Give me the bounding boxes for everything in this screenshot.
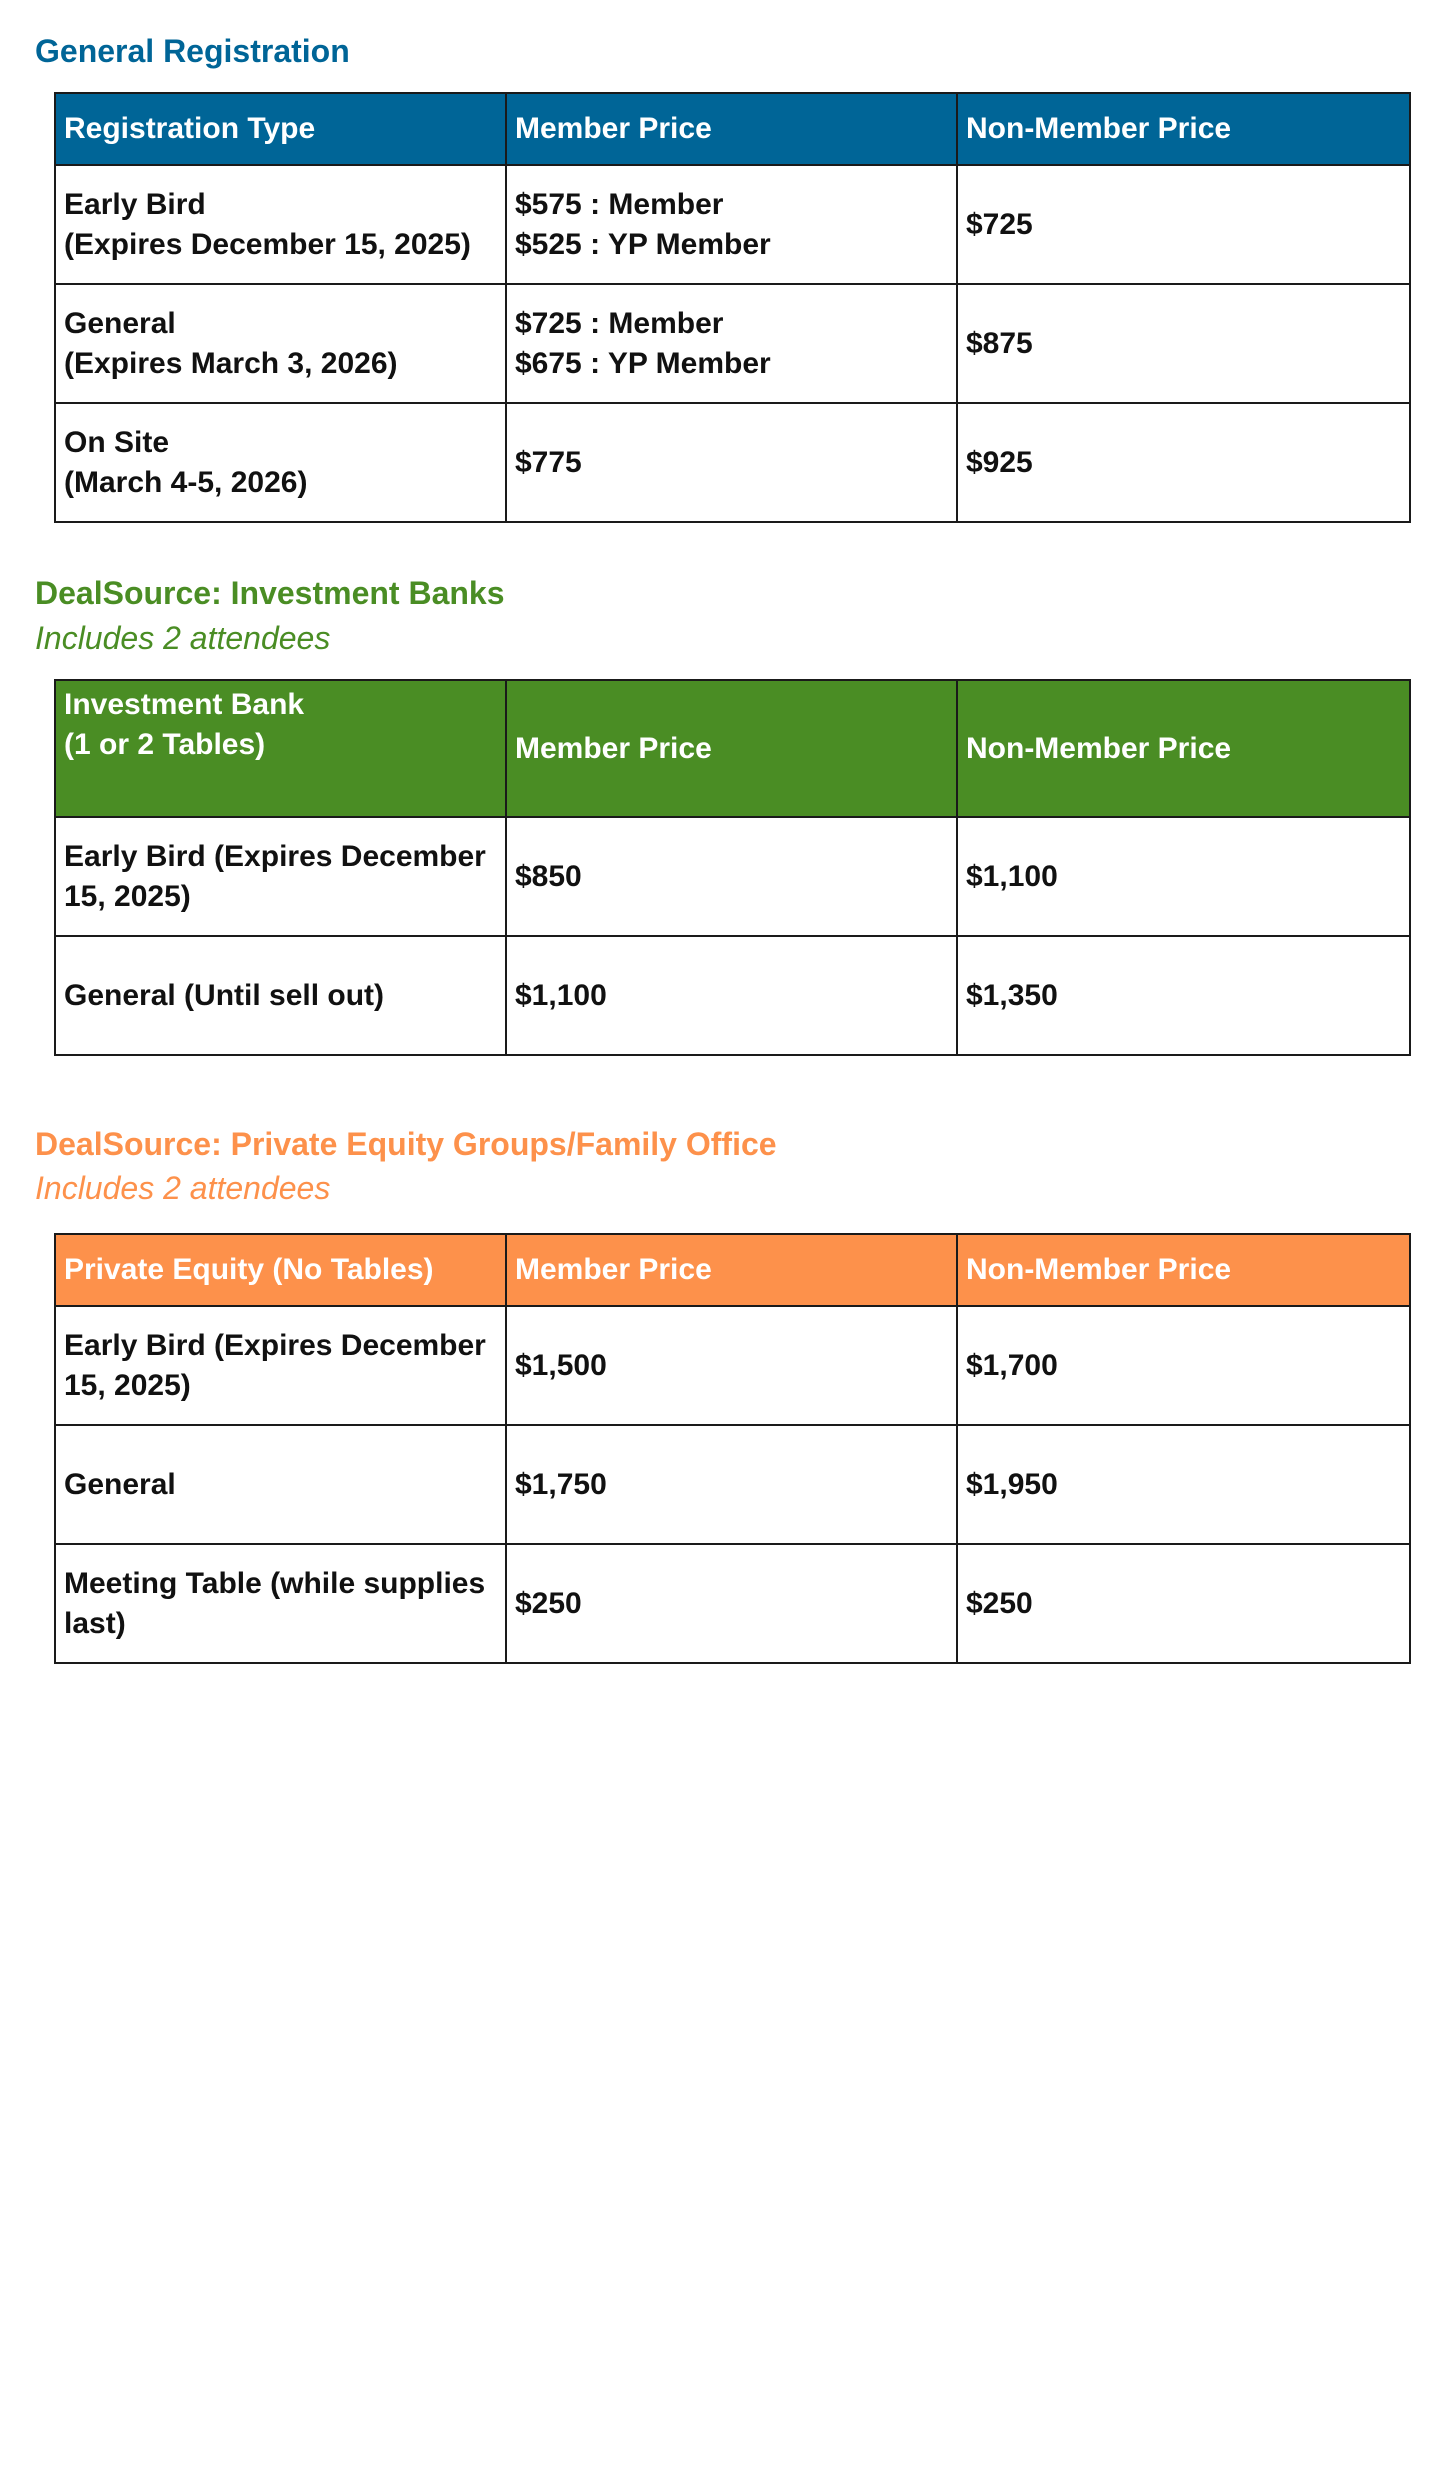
table-header-row bbox=[55, 680, 1410, 817]
registration-type-line: Meeting Table (while supplies bbox=[64, 1566, 486, 1600]
member-price-line: $775 bbox=[515, 445, 582, 479]
private-equity-subtitle: Includes 2 attendees bbox=[35, 1170, 331, 1206]
table-row bbox=[55, 817, 1410, 936]
non-member-price-cell: $925 bbox=[957, 403, 1410, 522]
header-private-equity: Private Equity (No Tables) bbox=[55, 1234, 506, 1306]
registration-type-cell bbox=[55, 1544, 506, 1663]
table-row bbox=[55, 936, 1410, 1055]
registration-type-cell bbox=[55, 165, 506, 284]
registration-type-line: General (Until sell out) bbox=[64, 978, 385, 1012]
member-price-cell: $1,750 bbox=[506, 1425, 957, 1544]
investment-banks-table bbox=[54, 679, 1411, 1056]
registration-type-line: Early Bird bbox=[64, 187, 206, 221]
member-price-line: $525 : YP Member bbox=[515, 227, 771, 261]
table-row bbox=[55, 403, 1410, 522]
member-price-cell bbox=[506, 284, 957, 403]
member-price-cell: $1,500 bbox=[506, 1306, 957, 1425]
registration-type-cell bbox=[55, 817, 506, 936]
member-price-cell bbox=[506, 165, 957, 284]
header-line: Investment Bank bbox=[64, 688, 305, 721]
non-member-price-cell: $1,350 bbox=[957, 936, 1410, 1055]
member-price-cell: $850 bbox=[506, 817, 957, 936]
registration-type-line: General bbox=[64, 306, 176, 340]
registration-type-cell bbox=[55, 284, 506, 403]
registration-type-line: 15, 2025) bbox=[64, 1368, 191, 1402]
private-equity-title: DealSource: Private Equity Groups/Family Office bbox=[35, 1126, 777, 1162]
non-member-price-cell: $1,100 bbox=[957, 817, 1410, 936]
member-price-cell: $250 bbox=[506, 1544, 957, 1663]
registration-type-line: 15, 2025) bbox=[64, 879, 191, 913]
table-header-row bbox=[55, 93, 1410, 165]
header-non-member-price: Non-Member Price bbox=[957, 680, 1410, 817]
table-row bbox=[55, 1425, 1410, 1544]
header-line: (1 or 2 Tables) bbox=[64, 728, 266, 761]
member-price-line: $575 : Member bbox=[515, 187, 724, 221]
member-price-line: $725 : Member bbox=[515, 306, 724, 340]
header-member-price: Member Price bbox=[506, 1234, 957, 1306]
table-row bbox=[55, 1306, 1410, 1425]
non-member-price-cell: $1,700 bbox=[957, 1306, 1410, 1425]
non-member-price-cell: $1,950 bbox=[957, 1425, 1410, 1544]
header-registration-type: Registration Type bbox=[55, 93, 506, 165]
header-non-member-price: Non-Member Price bbox=[957, 1234, 1410, 1306]
table-row bbox=[55, 284, 1410, 403]
registration-type-cell bbox=[55, 403, 506, 522]
investment-banks-subtitle: Includes 2 attendees bbox=[35, 620, 331, 656]
registration-type-line: (Expires March 3, 2026) bbox=[64, 346, 398, 380]
member-price-line: $675 : YP Member bbox=[515, 346, 771, 380]
non-member-price-cell: $875 bbox=[957, 284, 1410, 403]
registration-type-line: last) bbox=[64, 1606, 126, 1640]
registration-type-cell bbox=[55, 1425, 506, 1544]
registration-type-line: Early Bird (Expires December bbox=[64, 1328, 486, 1362]
registration-type-cell bbox=[55, 936, 506, 1055]
member-price-cell bbox=[506, 403, 957, 522]
header-non-member-price: Non-Member Price bbox=[957, 93, 1410, 165]
registration-type-line: Early Bird (Expires December bbox=[64, 839, 486, 873]
registration-type-line: (March 4-5, 2026) bbox=[64, 465, 308, 499]
investment-banks-title: DealSource: Investment Banks bbox=[35, 575, 505, 611]
general-registration-table bbox=[54, 92, 1411, 523]
header-investment-bank bbox=[55, 680, 506, 817]
table-header-row bbox=[55, 1234, 1410, 1306]
header-member-price: Member Price bbox=[506, 93, 957, 165]
private-equity-table bbox=[54, 1233, 1411, 1664]
registration-type-line: On Site bbox=[64, 425, 170, 459]
general-registration-title: General Registration bbox=[35, 33, 350, 69]
table-row bbox=[55, 1544, 1410, 1663]
non-member-price-cell: $725 bbox=[957, 165, 1410, 284]
member-price-cell: $1,100 bbox=[506, 936, 957, 1055]
registration-type-line: General bbox=[64, 1467, 176, 1501]
registration-type-cell bbox=[55, 1306, 506, 1425]
registration-type-line: (Expires December 15, 2025) bbox=[64, 227, 471, 261]
header-member-price: Member Price bbox=[506, 680, 957, 817]
non-member-price-cell: $250 bbox=[957, 1544, 1410, 1663]
table-row bbox=[55, 165, 1410, 284]
